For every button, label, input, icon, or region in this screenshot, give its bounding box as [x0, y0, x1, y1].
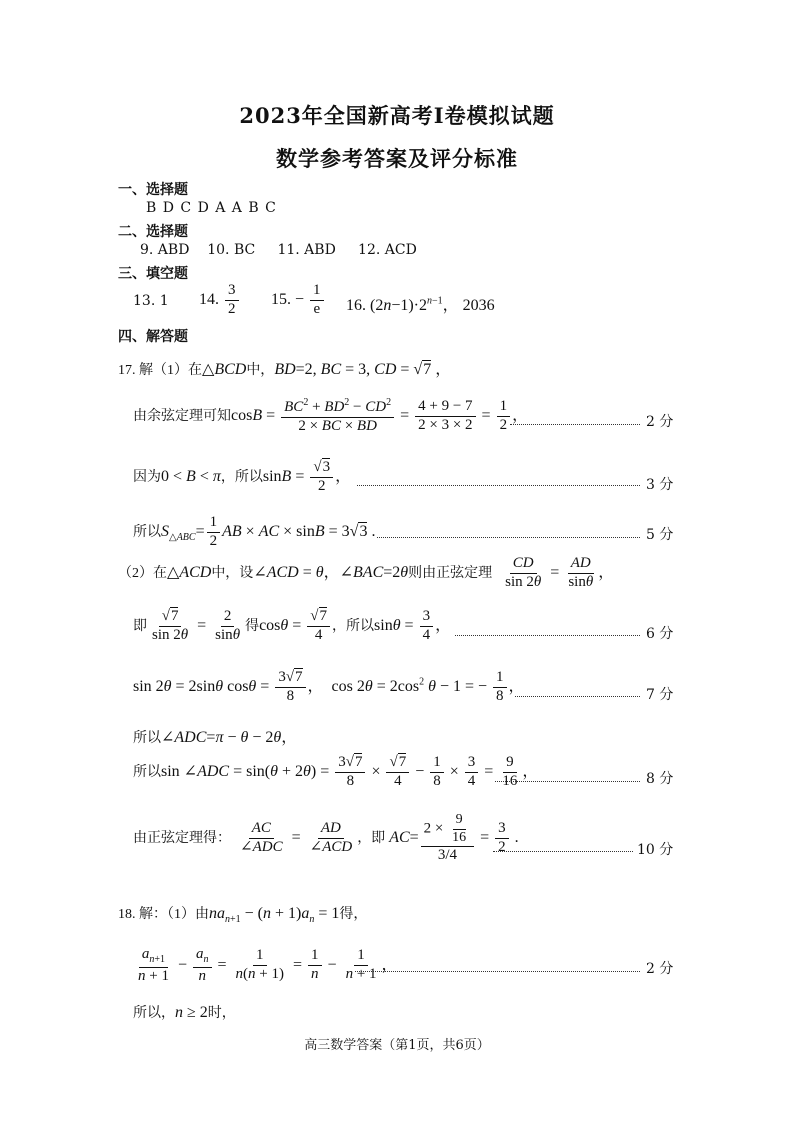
fill-answer-14-den: 2 — [228, 300, 236, 317]
section-heading-fill: 三、填空题 — [118, 266, 188, 282]
fill-answer-13: 13. 1 — [133, 293, 169, 309]
p17-line10-text2: ，即 — [357, 831, 386, 847]
fill-answer-14 — [199, 283, 241, 318]
fill-answer-15 — [271, 283, 326, 318]
p17-line3-text: 因为 — [133, 469, 161, 485]
p17-score-2: 2 分 — [646, 414, 674, 430]
p17-line4-text: 所以 — [133, 524, 161, 540]
fill-answer-15-num: 1 — [310, 283, 324, 301]
dot-leader — [495, 781, 640, 782]
section-heading-multi-choice: 二、选择题 — [118, 224, 188, 240]
p18-line1-text2: 得， — [339, 907, 368, 922]
p17-line1-label: 17. 解（1）在 — [118, 363, 202, 378]
p17-line2: 由余弦定理可知cosB = $\frac{BC^2 + BD^2 - CD^2}{2 \times BC \times BD}$ = $\frac{4 + 9 - 7}{2 \times 3 \times 2}$ = $\frac{1}{2}$ ， — [133, 397, 529, 434]
dot-leader — [515, 696, 640, 697]
p17-score-8: 8 分 — [646, 771, 674, 787]
section-heading-solutions: 四、解答题 — [118, 329, 188, 345]
p17-line3: 因为0 < B < π，所以sinB = $\frac{√3}{2}$ ， — [133, 459, 352, 494]
dot-leader — [355, 971, 640, 972]
p17-line10-text: 由正弦定理得： — [133, 831, 231, 847]
p17-line7: sin 2θ = 2sinθ cosθ = $\frac{3√7}{8}$ ， $\cos 2\theta = 2\cos^2$ θ − 1 = − $\frac{1}{8}$ ， — [133, 669, 525, 704]
p17-score-6: 6 分 — [646, 626, 674, 642]
dot-leader — [455, 635, 640, 636]
p18-line1: 18. 解：（1）由$na_{n+1} - (n + 1)a_n = 1$得， — [118, 905, 368, 926]
fill-answer-15-den: e — [313, 300, 321, 317]
p17-score-7: 7 分 — [646, 687, 674, 703]
p17-score-3: 3 分 — [646, 477, 674, 493]
dot-leader — [377, 537, 640, 538]
p17-line5-text: （2）在 — [118, 565, 167, 581]
p17-line5-text3: 则由正弦定理 — [408, 565, 493, 581]
p17-line9: 所以sin ∠ADC = sin(θ + 2θ) = $\frac{3√7}{8}$ × $\frac{√7}{4}$ − $\frac{1}{8}$ × $\frac{3}{4}$ = $\frac{9}{16}$ ， — [133, 754, 539, 789]
dot-leader — [510, 424, 640, 425]
p17-line6-text: 即 — [133, 618, 147, 634]
p17-line1: 17. 解（1）在△BCD中，BD=2, BC = 3, CD = √7 ， — [118, 361, 452, 378]
p18-line1-label: 18. 解：（1）由 — [118, 907, 209, 922]
fill-answer-16: 16. $(2n-1)\cdot 2^{n-1}$， 2036 — [346, 295, 495, 314]
multi-choice-answers: 9. ABD 10. BC 11. ABD 12. ACD — [140, 242, 417, 258]
p17-line10: 由正弦定理得： $\frac{AC}{\text{∠ADC}}$ = $\frac{AD}{\text{∠ACD}}$ ，即 AC= 2 × $\frac{9}{16}$ 3/4 = $\frac{3}{2}$ . — [133, 812, 519, 864]
p17-score-10: 10 分 — [637, 842, 674, 858]
p17-line6: 即 $\frac{√7}{\sin 2\theta}$ = $\frac{2}{\sin\theta}$ 得cosθ = $\frac{√7}{4}$ ，所以sinθ = $\frac{3}{4}$ ， — [133, 608, 452, 643]
p17-line4: 所以$S_{\triangle ABC}=$ $\frac{1}{2}$ AB × AC × sinB = 3√3 . — [133, 514, 376, 549]
p17-line3-text2: ，所以 — [220, 469, 263, 485]
p18-line3-text: 所以， — [133, 1006, 175, 1021]
p17-line6-text2: 得 — [245, 618, 260, 634]
p17-line5: （2）在△ACD中，设∠ACD = θ，∠BAC=2θ则由正弦定理 $\frac{CD}{\sin 2\theta}$ = $\frac{AD}{\sin\theta}$ ， — [118, 555, 615, 590]
choice-answers: B D C D A A B C — [146, 200, 276, 216]
page-footer: 高三数学答案（第1页，共6页） — [304, 1038, 490, 1053]
p18-line3-text2: 时， — [207, 1006, 236, 1021]
dot-leader — [493, 851, 633, 852]
p17-line9-text: 所以 — [133, 764, 161, 780]
p18-line2: $\frac{a_{n+1}}{n + 1}$ − $\frac{a_n}{n}$ = $\frac{1}{n(n + 1)}$ = $\frac{1}{n}$ − $\frac{1}{n + 1}$ ， — [138, 946, 398, 984]
p18-line3: 所以，n ≥ 2时， — [133, 1004, 236, 1021]
page-title: 2023年全国新高考Ⅰ卷模拟试题 — [239, 103, 555, 128]
p17-score-5: 5 分 — [646, 527, 674, 543]
p17-line2-text: 由余弦定理可知 — [133, 408, 231, 424]
fill-answer-14-label: 14. — [199, 290, 219, 308]
dot-leader — [357, 485, 640, 486]
fill-answer-14-num: 3 — [225, 283, 239, 301]
fill-answer-16-extra: 2036 — [462, 297, 495, 314]
p18-score-2: 2 分 — [646, 961, 674, 977]
p17-line8-text: 所以 — [133, 731, 161, 746]
p17-line5-text2: 中，设 — [211, 565, 254, 581]
page-subtitle: 数学参考答案及评分标准 — [276, 146, 518, 171]
p17-line6-text3: ，所以 — [332, 618, 375, 634]
p17-line8: 所以∠ADC=π − θ − 2θ， — [133, 729, 298, 746]
fill-answer-15-label: 15. − — [271, 290, 305, 308]
fill-answer-16-label: 16. — [346, 297, 366, 314]
section-heading-choice: 一、选择题 — [118, 182, 188, 198]
